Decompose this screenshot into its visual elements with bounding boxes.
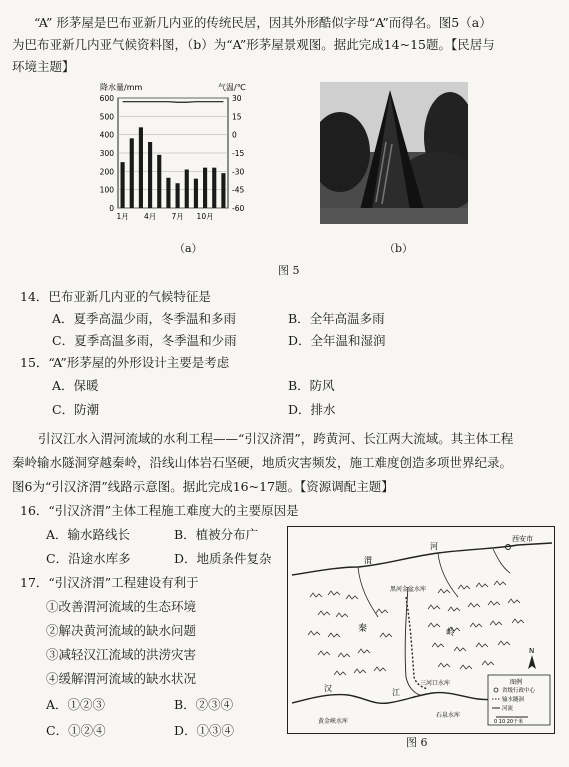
q15-option-a[interactable]: A．保暖 xyxy=(52,378,99,393)
right-tick-label: -15 xyxy=(232,149,245,158)
intro-line-2: 为巴布亚新几内亚气候资料图，（b）为“A”形茅屋景观图。据此完成14~15题。【民居与 xyxy=(12,37,495,52)
qin-label: 秦 xyxy=(358,624,368,634)
mountain-symbol xyxy=(490,621,502,625)
scale-label: 0 10 20千米 xyxy=(494,719,524,725)
q17-item-1: ①改善渭河流域的生态环境 xyxy=(46,599,197,614)
mountain-symbol xyxy=(460,665,472,669)
precip-bar xyxy=(139,127,143,208)
mountain-symbol xyxy=(476,643,488,647)
precip-bar xyxy=(221,173,225,208)
fig5a-caption: （a） xyxy=(174,242,203,255)
water-tunnel xyxy=(406,597,428,689)
mountain-symbol xyxy=(428,605,440,609)
left-tick-label: 200 xyxy=(99,167,114,177)
xian-label: 西安市 xyxy=(512,535,533,543)
mountain-symbol xyxy=(308,631,320,635)
mountain-symbol xyxy=(318,651,330,655)
tributary-1 xyxy=(358,567,378,617)
mountain-symbol xyxy=(334,671,346,675)
q14-option-d[interactable]: D．全年温和湿润 xyxy=(288,333,386,348)
fig6-label: 图 6 xyxy=(406,736,428,749)
precip-bar xyxy=(176,183,180,208)
climate-chart-svg xyxy=(78,80,268,240)
right-tick-label: -30 xyxy=(232,167,245,177)
q17-item-2: ②解决黄河流域的缺水问题 xyxy=(46,623,197,638)
precip-bar xyxy=(194,179,198,208)
intro2-line-3: 图6为“引汉济渭”线路示意图。据此完成16~17题。【资源调配主题】 xyxy=(12,479,394,494)
tributary-2 xyxy=(438,553,458,597)
right-tick-label: 15 xyxy=(232,112,242,122)
mountain-symbol xyxy=(318,611,330,615)
mountain-symbol xyxy=(438,663,450,667)
q14-option-b[interactable]: B．全年高温多雨 xyxy=(288,311,385,326)
precip-bar xyxy=(130,138,134,208)
q15-stem: 15．“A”形茅屋的外形设计主要是考虑 xyxy=(20,355,230,370)
ling-label: 岭 xyxy=(446,628,456,638)
precip-bar xyxy=(157,155,161,208)
q14-option-c[interactable]: C．夏季高温多雨，冬季温和少雨 xyxy=(52,333,237,348)
north-label: N xyxy=(529,647,535,655)
legend-tunnel-label: 输水隧洞 xyxy=(502,697,525,703)
right-tick-label: 0 xyxy=(232,130,237,140)
q16-option-b[interactable]: B．植被分布广 xyxy=(174,527,259,542)
intro-line-1: “A” 形茅屋是巴布亚新几内亚的传统民居，因其外形酷似字母“A”而得名。图5（a） xyxy=(34,15,492,30)
intro2-line-1: 引汉江水入渭河流域的水利工程——“引汉济渭”，跨黄河、长江两大流域。其主体工程 xyxy=(38,431,514,446)
a-frame-hut-image xyxy=(320,82,468,224)
a-frame-hut-photo xyxy=(320,82,468,224)
he-label: 河 xyxy=(430,542,438,551)
intro-line-3: 环境主题】 xyxy=(12,59,75,74)
jiang-label: 江 xyxy=(392,688,400,697)
right-tick-label: -45 xyxy=(232,185,245,195)
north-arrow-icon xyxy=(528,655,536,669)
route-map xyxy=(287,526,555,734)
precip-bar xyxy=(185,170,189,209)
mountain-symbol xyxy=(448,607,460,611)
q15-option-c[interactable]: C．防潮 xyxy=(52,402,100,417)
q15-option-b[interactable]: B．防风 xyxy=(288,378,335,393)
mountain-symbol xyxy=(346,595,358,599)
q17-option-d[interactable]: D．①③④ xyxy=(174,723,235,738)
legend-title: 图例 xyxy=(510,679,523,686)
mountain-symbol xyxy=(494,581,506,585)
fig5-label: 图 5 xyxy=(278,264,300,277)
huangjinxia-label: 黄金峡水库 xyxy=(318,718,349,725)
mountain-symbol xyxy=(432,643,444,647)
tributary-3 xyxy=(493,549,510,573)
fig5b-caption: （b） xyxy=(384,242,414,255)
q16-option-a[interactable]: A．输水路线长 xyxy=(46,527,131,542)
x-tick-label: 10月 xyxy=(196,212,214,221)
legend-city-label: 省级行政中心 xyxy=(502,688,536,694)
mountain-symbol xyxy=(438,589,450,593)
mountain-symbol xyxy=(380,633,392,637)
left-tick-label: 300 xyxy=(99,149,114,158)
q17-option-c[interactable]: C．①②④ xyxy=(46,723,106,738)
shiquan-label: 石泉水库 xyxy=(436,712,461,719)
heihe-label: 黑河金盆水库 xyxy=(390,586,427,593)
precip-bar xyxy=(166,178,170,208)
mountain-symbol xyxy=(508,599,520,603)
mountain-symbol xyxy=(374,667,386,671)
han-label: 汉 xyxy=(324,684,332,693)
q14-stem: 14．巴布亚新几内亚的气候特征是 xyxy=(20,289,211,304)
mountain-symbol xyxy=(458,585,470,589)
q16-option-d[interactable]: D．地质条件复杂 xyxy=(174,551,272,566)
temperature-line xyxy=(123,102,224,103)
mountain-symbol xyxy=(376,609,388,613)
mountain-symbol xyxy=(468,603,480,607)
q17-option-b[interactable]: B．②③④ xyxy=(174,697,234,712)
wei-label: 渭 xyxy=(364,556,372,565)
mountain-symbol xyxy=(482,661,494,665)
mountain-symbol xyxy=(358,649,370,653)
mountain-symbol xyxy=(476,583,488,587)
legend-river-label: 河流 xyxy=(502,706,514,712)
right-tick-label: 30 xyxy=(232,94,242,103)
right-tick-label: -60 xyxy=(232,204,245,213)
q17-stem: 17．“引汉济渭”工程建设有利于 xyxy=(20,575,199,590)
sanhekou-label: 三河口水库 xyxy=(420,680,451,687)
q15-option-d[interactable]: D．排水 xyxy=(288,402,336,417)
q17-option-a[interactable]: A．①②③ xyxy=(46,697,106,712)
mountain-symbol xyxy=(470,623,482,627)
mountain-symbol xyxy=(354,669,366,673)
q17-item-4: ④缓解渭河流域的缺水状况 xyxy=(46,671,197,686)
left-tick-label: 0 xyxy=(109,204,114,213)
qinling-mountains xyxy=(308,581,524,675)
x-tick-label: 4月 xyxy=(143,212,157,221)
climate-chart xyxy=(78,80,268,240)
q16-stem: 16．“引汉济渭”主体工程施工难度大的主要原因是 xyxy=(20,503,299,518)
heihe-river xyxy=(405,587,420,695)
left-tick-label: 500 xyxy=(99,112,114,122)
mountain-symbol xyxy=(328,633,340,637)
q17-item-3: ③减轻汉江流域的洪涝灾害 xyxy=(46,647,197,662)
mountain-symbol xyxy=(338,653,350,657)
intro2-line-2: 秦岭输水隧洞穿越秦岭，沿线山体岩石坚硬，地质灾害频发，施工难度创造多项世界纪录。 xyxy=(12,455,513,470)
precip-bar xyxy=(203,168,207,208)
mountain-symbol xyxy=(498,641,510,645)
q14-option-a[interactable]: A．夏季高温少雨，冬季温和多雨 xyxy=(52,311,237,326)
x-tick-label: 7月 xyxy=(171,212,184,221)
mountain-symbol xyxy=(310,593,322,597)
left-tick-label: 400 xyxy=(99,130,114,140)
route-map-svg xyxy=(288,527,554,733)
left-tick-label: 100 xyxy=(99,185,114,195)
mountain-symbol xyxy=(328,591,340,595)
precip-bar xyxy=(121,162,125,208)
precip-bar xyxy=(212,168,216,208)
wei-river xyxy=(292,543,552,575)
x-tick-label: 1月 xyxy=(116,212,129,221)
precip-bar xyxy=(148,142,152,208)
left-tick-label: 600 xyxy=(99,94,114,103)
mountain-symbol xyxy=(512,619,524,623)
mountain-symbol xyxy=(336,613,348,617)
q16-option-c[interactable]: C．沿途水库多 xyxy=(46,551,131,566)
right-axis-title: 气温/℃ xyxy=(218,83,246,92)
mountain-symbol xyxy=(488,601,500,605)
left-axis-title: 降水量/mm xyxy=(100,83,143,92)
mountain-symbol xyxy=(428,623,440,627)
mountain-symbol xyxy=(454,647,466,651)
